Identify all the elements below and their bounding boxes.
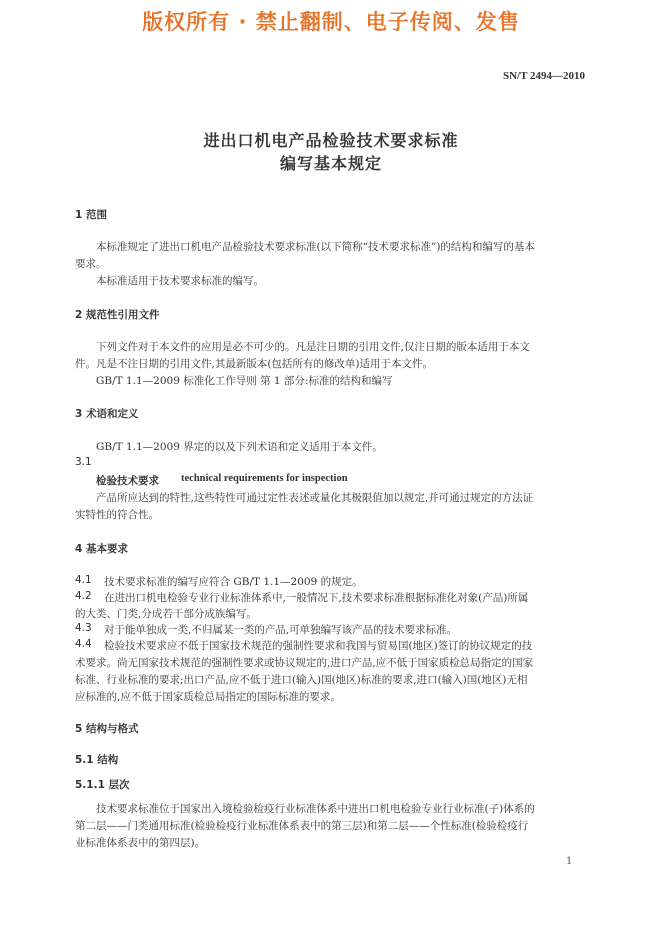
subsection-5-1-1-heading: 5.1.1 层次	[75, 779, 130, 791]
section-4-heading: 4 基本要求	[75, 543, 128, 555]
clause-4-1-number: 4.1	[75, 574, 92, 586]
clause-4-4-text-cont-1: 术要求。尚无国家技术规范的强制性要求或协议规定的,进口产品,应不低于国家质检总局指定的国家	[75, 657, 534, 669]
term-english: technical requirements for inspection	[181, 473, 348, 484]
document-title-line2: 编写基本规定	[279, 154, 382, 173]
section-3-paragraph-1: GB/T 1.1—2009 界定的以及下列术语和定义适用于本文件。	[96, 441, 383, 453]
clause-4-3-number: 4.3	[75, 622, 92, 634]
section-5-heading: 5 结构与格式	[75, 723, 139, 735]
term-definition-cont: 实特性的符合性。	[75, 509, 159, 521]
section-1-paragraph-1-cont: 要求。	[75, 258, 107, 270]
clause-4-2-text: 在进出口机电检验专业行业标准体系中,一般情况下,技术要求标准根据标准化对象(产品)所属	[104, 592, 529, 604]
section-1-heading: 1 范围	[75, 209, 107, 221]
normative-reference: GB/T 1.1—2009 标准化工作导则 第 1 部分:标准的结构和编写	[96, 375, 393, 387]
section-5-paragraph-1-cont-2: 业标准体系表中的第四层)。	[75, 837, 206, 849]
clause-4-3-text: 对于能单独成一类,不归属某一类的产品,可单独编写该产品的技术要求标准。	[104, 624, 458, 636]
clause-4-1-text: 技术要求标准的编写应符合 GB/T 1.1—2009 的规定。	[104, 576, 363, 588]
clause-4-2-number: 4.2	[75, 590, 92, 602]
section-1-paragraph-1: 本标准规定了进出口机电产品检验技术要求标准(以下简称“技术要求标准”)的结构和编写的基本	[96, 241, 535, 253]
standard-number: SN/T 2494—2010	[502, 70, 585, 82]
section-5-paragraph-1-cont-1: 第二层——门类通用标准(检验检疫行业标准体系表中的第三层)和第二层——个性标准(检验检疫行	[75, 820, 529, 832]
clause-4-4-number: 4.4	[75, 638, 92, 650]
clause-4-4-text: 检验技术要求应不低于国家技术规范的强制性要求和我国与贸易国(地区)签订的协议规定的技	[104, 640, 533, 652]
subsection-5-1-heading: 5.1 结构	[75, 754, 119, 766]
clause-4-4-text-cont-3: 应标准的,应不低于国家质检总局指定的国际标准的要求。	[75, 691, 341, 703]
section-2-heading: 2 规范性引用文件	[75, 309, 160, 321]
page-number: 1	[566, 856, 573, 867]
section-2-paragraph-1-cont: 件。凡是不注日期的引用文件,其最新版本(包括所有的修改单)适用于本文件。	[75, 358, 434, 370]
section-2-paragraph-1: 下列文件对于本文件的应用是必不可少的。凡是注日期的引用文件,仅注日期的版本适用于本文	[96, 341, 530, 353]
section-1-paragraph-2: 本标准适用于技术要求标准的编写。	[96, 275, 264, 287]
term-chinese: 检验技术要求	[96, 475, 159, 487]
clause-4-4-text-cont-2: 标准、行业标准的要求;出口产品,应不低于进口(输入)国(地区)标准的要求,进口(输入)国(地区)无相	[75, 674, 528, 686]
term-definition: 产品所应达到的特性,这些特性可通过定性表述或量化其极限值加以规定,并可通过规定的方法证	[96, 492, 534, 504]
document-title-line1: 进出口机电产品检验技术要求标准	[203, 131, 459, 150]
term-number: 3.1	[75, 456, 92, 468]
clause-4-2-text-cont: 的大类、门类,分成若干部分成族编写。	[75, 608, 257, 620]
section-3-heading: 3 术语和定义	[75, 408, 139, 420]
section-5-paragraph-1: 技术要求标准位于国家出入境检验检疫行业标准体系中进出口机电检验专业行业标准(子)体系的	[96, 803, 535, 815]
copyright-banner: 版权所有 · 禁止翻制、电子传阅、发售	[142, 10, 520, 34]
